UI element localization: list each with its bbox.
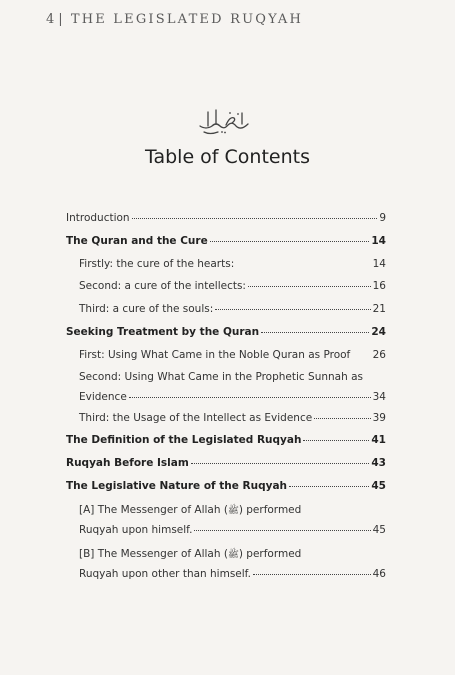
dot-leader [303, 439, 369, 441]
toc-entry-page: 14 [371, 234, 386, 247]
toc-entry-page: 45 [371, 479, 386, 492]
toc-entry[interactable] [66, 298, 386, 321]
running-title: THE LEGISLATED RUQYAH [70, 12, 303, 27]
header-separator: | [58, 12, 65, 27]
dot-leader [314, 417, 370, 419]
toc-entry-page: 21 [372, 303, 386, 316]
toc-entry-page: 39 [372, 411, 386, 424]
salawat-glyph: ﷺ [227, 549, 239, 560]
toc-entry-label: Third: a cure of the souls: [79, 303, 214, 316]
dot-leader [132, 217, 378, 219]
toc-entry-label: Ruqyah Before Islam [66, 457, 189, 470]
toc-entry-page: 43 [371, 457, 386, 470]
toc-entry[interactable] [66, 367, 386, 407]
toc-entry-page: 14 [372, 257, 386, 270]
toc-entry-label-post: ) performed [238, 547, 302, 560]
toc-entry[interactable] [66, 321, 386, 344]
salawat-glyph: ﷺ [227, 505, 239, 516]
toc-entry-label: Third: the Usage of the Intellect as Evidence [79, 411, 313, 424]
dot-leader [210, 240, 370, 242]
dot-leader [261, 331, 369, 333]
toc-entry-label: The Legislative Nature of the Ruqyah [66, 479, 288, 492]
toc-entry-page: 24 [371, 325, 386, 338]
toc-entry[interactable] [66, 207, 386, 230]
toc-entry-label-post: ) performed [238, 503, 302, 516]
toc-entry[interactable] [66, 475, 386, 498]
dot-leader [352, 354, 370, 356]
toc-entry-label: The Definition of the Legislated Ruqyah [66, 434, 302, 447]
dot-leader [215, 308, 370, 310]
table-of-contents [66, 207, 386, 584]
toc-entry[interactable] [66, 344, 386, 367]
toc-entry-label: First: Using What Came in the Noble Quran as Proof [79, 348, 351, 361]
running-header [46, 12, 303, 27]
page-title: Table of Contents [145, 146, 310, 168]
toc-entry[interactable] [66, 544, 386, 584]
arabic-calligraphy-al-muhtawayat-icon [196, 104, 252, 138]
dot-leader [248, 285, 371, 287]
toc-entry[interactable] [66, 429, 386, 452]
toc-entry-label-pre: [B] The Messenger of Allah ( [79, 547, 228, 560]
toc-entry-label-line2: Ruqyah upon himself. [79, 523, 193, 536]
toc-entry[interactable] [66, 275, 386, 298]
dot-leader [289, 485, 369, 487]
toc-entry-label: Seeking Treatment by the Quran [66, 325, 260, 338]
dot-leader [194, 529, 370, 531]
toc-entry[interactable] [66, 500, 386, 540]
toc-entry[interactable] [66, 452, 386, 475]
toc-entry-page: 26 [372, 348, 386, 361]
toc-entry-label-line1 [79, 544, 386, 564]
toc-entry-page: 16 [372, 280, 386, 293]
dot-leader [253, 573, 371, 575]
toc-entry-label: Firstly: the cure of the hearts: [79, 257, 235, 270]
dot-leader [236, 263, 370, 265]
toc-entry-label: Introduction [66, 212, 130, 224]
dot-leader [129, 396, 371, 398]
toc-entry-label: Second: a cure of the intellects: [79, 280, 246, 293]
toc-entry-page: 46 [372, 567, 386, 580]
toc-entry-label-line1 [79, 500, 386, 520]
page-number: 4 [46, 12, 55, 27]
toc-entry-label-pre: [A] The Messenger of Allah ( [79, 503, 228, 516]
toc-entry[interactable] [66, 230, 386, 253]
toc-entry-label-line2: Ruqyah upon other than himself. [79, 567, 251, 580]
toc-entry-label-line2: Evidence [79, 390, 127, 403]
toc-entry-label-line1: Second: Using What Came in the Prophetic Sunnah as [79, 370, 363, 383]
toc-entry-page: 34 [372, 390, 386, 403]
toc-entry[interactable] [66, 253, 386, 276]
toc-entry-page: 41 [371, 434, 386, 447]
toc-entry-page: 9 [379, 212, 386, 224]
dot-leader [191, 462, 370, 464]
toc-entry[interactable] [66, 407, 386, 430]
toc-entry-label: The Quran and the Cure [66, 234, 208, 247]
toc-entry-page: 45 [372, 523, 386, 536]
